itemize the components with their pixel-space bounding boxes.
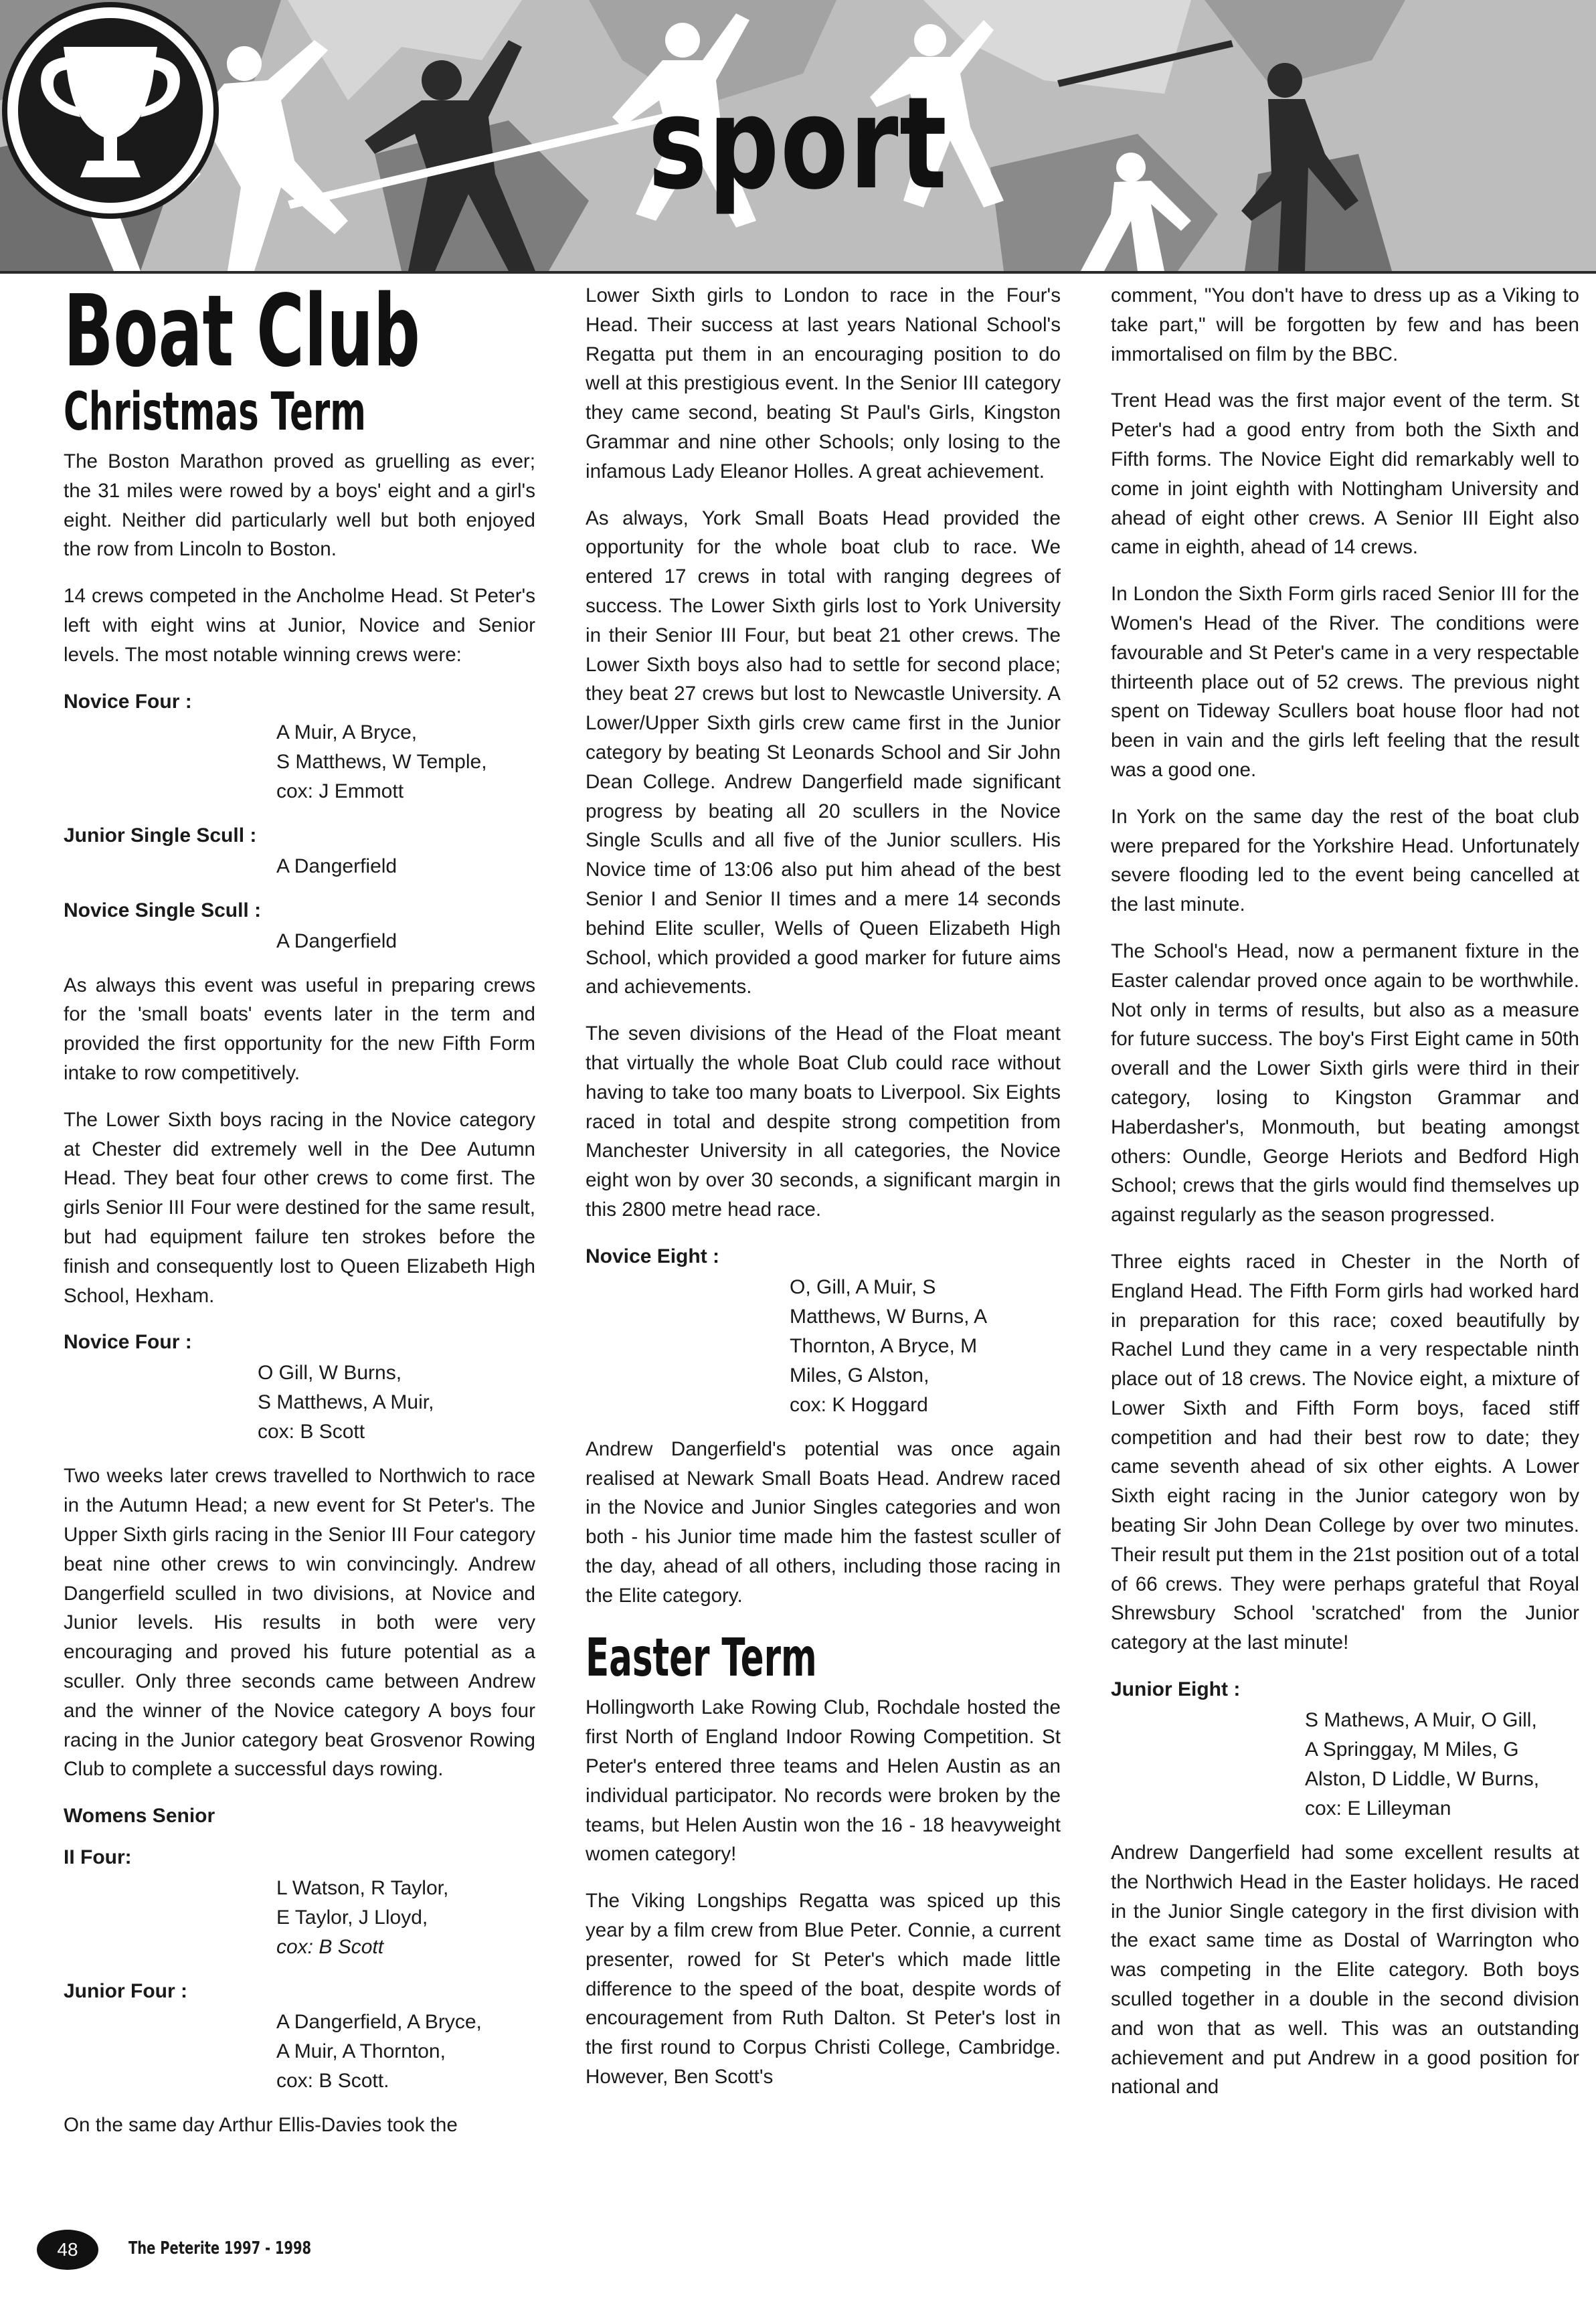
crew-line: S Matthews, A Muir, (258, 1391, 434, 1414)
crew-label: Womens Senior (64, 1805, 215, 1828)
crew-line: L Watson, R Taylor, (276, 1877, 449, 1900)
banner-title: sport (648, 70, 948, 217)
crew-line: Miles, G Alston, (790, 1364, 929, 1387)
sport-banner (0, 0, 1596, 274)
crew-label: Novice Four : (64, 1331, 192, 1354)
column-3 (1111, 281, 1579, 2119)
paragraph: Andrew Dangerfield's potential was once again realised at Newark Small Boats Head. Andrew raced in the Novice and Junior Singles categories and won both - his Junior time made him the fastest sculler of the day, ahead of all others, including those racing in the Elite category. (586, 1437, 1061, 1607)
crew-list (64, 1874, 535, 1962)
crew-line: S Matthews, W Temple, (276, 750, 487, 773)
crew-line: O, Gill, A Muir, S (790, 1275, 936, 1298)
crew-line: Thornton, A Bryce, M (790, 1334, 978, 1357)
paragraph: The Viking Longships Regatta was spiced up this year by a film crew from Blue Peter. Connie, a current presenter, rowed for St Peter's which made little difference to the speed of the boat, despite words of encouragement from Ruth Dalton. St Peter's lost in the first round to Corpus Christi College, Cambridge. However, Ben Scott's (586, 1890, 1061, 2088)
crew-line: cox: E Lilleyman (1305, 1797, 1451, 1820)
crew-label: Novice Eight : (586, 1245, 720, 1267)
paragraph: Andrew Dangerfield had some excellent results at the Northwich Head in the Easter holidays. He raced in the Junior Single category in the first division with the exact same time as Dostal of Warrington who was competing in the Elite category. Both boys sculled together in a double in the second division and won that as well. This was an outstanding achievement and put Andrew in a good position for national and (1111, 1842, 1579, 2099)
crew-label: Junior Eight : (1111, 1678, 1241, 1701)
crew-list (1111, 1706, 1579, 1824)
paragraph: The Lower Sixth boys racing in the Novice category at Chester did extremely well in the Dee Autumn Head. They beat four other crews to come first. The girls Senior III Four were destined for the same result, but had equipment failure ten strokes before the finish and consequently lost to Queen Elizabeth High School, Hexham. (64, 1108, 535, 1307)
crew-line: A Springgay, M Miles, G (1305, 1739, 1519, 1761)
crew-line: E Taylor, J Lloyd, (276, 1906, 428, 1929)
paragraph: As always this event was useful in preparing crews for the 'small boats' events later in the term and provided the first opportunity for the new Fifth Form intake to row competitively. (64, 974, 535, 1084)
publication-title: The Peterite 1997 - 1998 (128, 2238, 312, 2258)
crew-line: Matthews, W Burns, A (790, 1305, 988, 1328)
paragraph: As always, York Small Boats Head provided the opportunity for the whole boat club to race. We entered 17 crews in total with ranging degrees of success. The Lower Sixth girls lost to York University in their Senior III Four, but beat 21 other crews. The Lower Sixth boys also had to settle for second place; they beat 27 crews but lost to Newcastle University. A Lower/Upper Sixth girls crew came first in the Junior category by beating St Leonards School and Sir John Dean College. Andrew Dangerfield made significant progress by beating all 20 scullers in the Novice Single Sculls and all five of the Junior scullers. His Novice time of 13:06 also put him ahead of the best Senior I and Senior II times and a mere 14 seconds behind Elite sculler, Wells of Queen Elizabeth High School, which provided a good marker for future aims and achievements. (586, 507, 1061, 998)
crew-line: cox: J Emmott (276, 780, 404, 802)
column-1 (64, 274, 535, 2157)
paragraph: The Boston Marathon proved as gruelling as ever; the 31 miles were rowed by a boys' eight and a girl's eight. Neither did particularly well but both enjoyed the row from Lincoln to Boston. (64, 450, 535, 561)
crew-label: Novice Four : (64, 690, 192, 713)
paragraph: The seven divisions of the Head of the Float meant that virtually the whole Boat Club could race without having to take too many boats to Liverpool. Six Eights raced in total and despite strong competition from Manchester University in all categories, the Novice eight won by over 30 seconds, a significant margin in this 2800 metre head race. (586, 1022, 1061, 1221)
crew-label: II Four: (64, 1846, 132, 1869)
crew-list (64, 2008, 535, 2096)
paragraph: Trent Head was the first major event of the term. St Peter's had a good entry from both the Sixth and Fifth forms. The Novice Eight did remarkably well to come in joint eighth with Nottingham University and ahead of eight other crews. A Senior III Eight also came in eighth, ahead of 14 crews. (1111, 389, 1579, 559)
article-title: Boat Club (64, 274, 420, 389)
crew-label: Junior Single Scull : (64, 824, 257, 847)
crew-list (64, 852, 535, 881)
crew-line: A Dangerfield, A Bryce, (276, 2011, 482, 2034)
section-heading-christmas-term: Christmas Term (64, 382, 366, 442)
crew-list (64, 1358, 535, 1447)
trophy-icon (0, 0, 221, 221)
paragraph: On the same day Arthur Ellis-Davies took the (64, 2114, 458, 2137)
paragraph: Two weeks later crews travelled to Northwich to race in the Autumn Head; a new event for St Peter's. The Upper Sixth girls racing in the Senior III Four category beat nine other crews to win convincingly. Andrew Dangerfield sculled in two divisions, at Novice and Junior levels. His results in both were very encouraging and proved his future potential as a sculler. Only three seconds came between Andrew and the winner of the Novice category A boys four racing in the Junior category beat Grosvenor Rowing Club to complete a successful days rowing. (64, 1465, 535, 1781)
crew-line: Alston, D Liddle, W Burns, (1305, 1768, 1540, 1791)
crew-line: A Dangerfield (276, 929, 397, 952)
crew-list (64, 718, 535, 806)
crew-line: S Mathews, A Muir, O Gill, (1305, 1709, 1537, 1732)
paragraph: comment, "You don't have to dress up as a Viking to take part," will be forgotten by few and has been immortalised on film by the BBC. (1111, 284, 1579, 365)
paragraph: The School's Head, now a permanent fixture in the Easter calendar proved once again to be worthwhile. Not only in terms of results, but also as a measure for future success. The boy's First Eight came in 50th overall and the Lower Sixth girls were third in their category, losing to Kingston Grammar and Haberdasher's, Monmouth, but beating amongst others: Oundle, George Heriots and Bedford High School; crews that the girls would find themselves up against regularly as the season progressed. (1111, 940, 1579, 1227)
crew-line: A Muir, A Bryce, (276, 721, 418, 743)
paragraph: In London the Sixth Form girls raced Senior III for the Women's Head of the River. The conditions were favourable and St Peter's came in a very respectable thirteenth place out of 52 crews. The previous night spent on Tideway Scullers boat house floor had not been in vain and the girls left feeling that the result was a good one. (1111, 583, 1579, 781)
crew-label: Novice Single Scull : (64, 899, 262, 921)
paragraph: In York on the same day the rest of the boat club were prepared for the Yorkshire Head. Unfortunately severe flooding led to the event being cancelled at the last minute. (1111, 805, 1579, 916)
page-number: 48 (37, 2230, 98, 2270)
crew-line: O Gill, W Burns, (258, 1362, 402, 1385)
paragraph: Three eights raced in Chester in the North of England Head. The Fifth Form girls had worked hard in preparation for this race; coxed beautifully by Rachel Lund they came in a very respectable ninth place out of 18 crews. The Novice eight, a mixture of Lower Sixth and Fifth Form boys, faced stiff competition and had their best row to date; they came seventh ahead of six other eights. A Lower Sixth eight racing in the Junior category won by beating Sir John Dean College by over two minutes. Their result put them in the 21st position out of a total of 66 crews. They were perhaps grateful that Royal Shrewsbury School 'scratched' from the Junior category at the last minute! (1111, 1250, 1579, 1654)
crew-line: cox: K Hoggard (790, 1393, 928, 1416)
crew-line: cox: B Scott (276, 1936, 384, 1959)
crew-line: cox: B Scott. (276, 2070, 389, 2093)
crew-list (586, 1273, 1061, 1420)
paragraph: 14 crews competed in the Ancholme Head. St Peter's left with eight wins at Junior, Novice and Senior levels. The most notable winning crews were: (64, 585, 535, 666)
paragraph: Lower Sixth girls to London to race in the Four's Head. Their success at last years National School's Regatta put them in an encouraging position to do well at this prestigious event. In the Senior III category they came second, beating St Paul's Girls, Kingston Grammar and nine other Schools; only losing to the infamous Lady Eleanor Holles. A great achievement. (586, 284, 1061, 482)
crew-label: Junior Four : (64, 1980, 187, 2003)
column-2 (586, 281, 1061, 2109)
crew-list (64, 927, 535, 956)
crew-line: cox: B Scott (258, 1421, 365, 1443)
crew-line: A Dangerfield (276, 855, 397, 877)
crew-line: A Muir, A Thornton, (276, 2040, 446, 2063)
section-heading-easter-term: Easter Term (586, 1628, 817, 1689)
paragraph: Hollingworth Lake Rowing Club, Rochdale hosted the first North of England Indoor Rowing Competition. St Peter's entered three teams and Helen Austin as an individual participator. No records were broken by the teams, but Helen Austin won the 16 - 18 heavyweight women category! (586, 1696, 1061, 1866)
